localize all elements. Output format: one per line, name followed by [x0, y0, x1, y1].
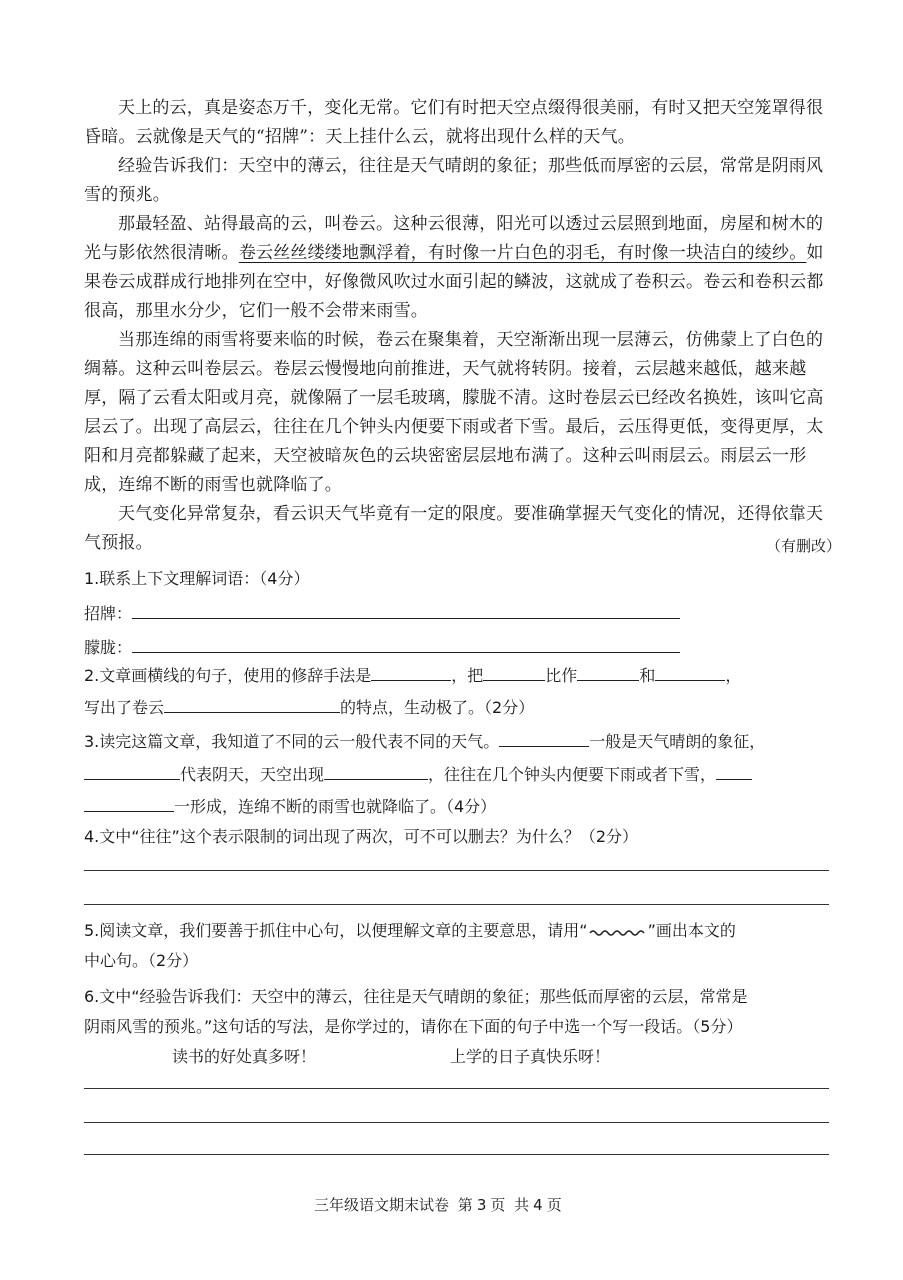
answer-blank-2-5[interactable] — [164, 694, 340, 713]
source-note: （有删改） — [765, 537, 841, 555]
answer-blank-2-1[interactable] — [371, 662, 451, 681]
question-3-text-e: 一形成，连绵不断的雨雪也就降临了。（4分） — [174, 797, 497, 816]
question-3-text-b: 一般是天气晴朗的象征， — [589, 732, 766, 751]
word-1-label: 招牌： — [84, 604, 133, 623]
footer-page-label: 第 — [457, 1196, 473, 1214]
question-5-text-b: ”画出本文的 — [647, 921, 736, 940]
question-5-line-2: 中心句。（2分） — [84, 951, 199, 970]
answer-line-6-1[interactable] — [84, 1088, 829, 1089]
question-3-text-a: 3.读完这篇文章，我知道了不同的云一般代表不同的天气。 — [84, 732, 500, 751]
answer-blank-1-2[interactable] — [132, 634, 680, 653]
answer-blank-3-2[interactable] — [84, 761, 180, 780]
footer-page-unit: 页 — [490, 1196, 506, 1214]
reading-passage — [84, 94, 832, 558]
answer-line-6-3[interactable] — [84, 1154, 829, 1155]
answer-blank-3-4[interactable] — [716, 761, 752, 780]
answer-line-6-2[interactable] — [84, 1122, 829, 1123]
question-4-stem: 4.文中“往往”这个表示限制的词出现了两次，可不可以删去？为什么？（2分） — [84, 827, 639, 846]
footer-total-unit: 页 — [546, 1196, 562, 1214]
footer-title: 三年级语文期末试卷 — [314, 1196, 450, 1214]
sentence-option-1: 读书的好处真多呀！ — [172, 1047, 317, 1066]
passage-paragraph-4: 当那连绵的雨雪将要来临的时候，卷云在聚集着，天空渐渐出现一层薄云，仿佛蒙上了白色的绸幕。这种云叫卷层云。卷层云慢慢地向前推进，天气就将转阴。接着，云层越来越低，越来越厚，隔了云看太阳或月亮，就像隔了一层毛玻璃，朦胧不清。这时卷层云已经改名换姓，该叫它高层云了。出现了高层云，往往在几个钟头内便要下雨或者下雪。最后，云压得更低，变得更厚，太阳和月亮都躲藏了起来，天空被暗灰色的云块密密层层地布满了。这种云叫雨层云。雨层云一形成，连绵不断的雨雪也就降临了。 — [84, 330, 824, 495]
footer-total-label: 共 — [514, 1196, 530, 1214]
wavy-underline-icon — [588, 927, 648, 937]
answer-line-4-1[interactable] — [84, 870, 829, 871]
passage-paragraph-2: 经验告诉我们：天空中的薄云，往往是天气晴朗的象征；那些低而厚密的云层，常常是阴雨风雪的预兆。 — [84, 156, 824, 205]
question-2-text-a: 2.文章画横线的句子，使用的修辞手法是 — [84, 666, 372, 685]
question-2-text-d: 和 — [639, 666, 656, 685]
answer-blank-2-2[interactable] — [483, 662, 545, 681]
question-1-stem: 1.联系上下文理解词语：（4分） — [84, 569, 310, 588]
sentence-option-2: 上学的日子真快乐呀！ — [450, 1047, 611, 1066]
word-2-label: 朦胧： — [84, 638, 133, 657]
question-6-line-1: 6.文中“经验告诉我们：天空中的薄云，往往是天气晴朗的象征；那些低而厚密的云层，常常是 — [84, 987, 748, 1006]
answer-blank-1-1[interactable] — [132, 600, 680, 619]
question-6-line-2: 阴雨风雪的预兆。”这句话的写法，是你学过的，请你在下面的句子中选一个写一段话。（5分） — [84, 1017, 743, 1036]
answer-blank-3-5[interactable] — [84, 793, 174, 812]
question-3-text-d: ，往往在几个钟头内便要下雨或者下雪， — [428, 765, 717, 784]
question-3-line-2 — [84, 761, 752, 785]
question-2-text-c: 比作 — [545, 666, 578, 685]
question-1-word-2 — [84, 634, 680, 658]
passage-paragraph-5: 天气变化异常复杂，看云识天气毕竟有一定的限度。要准确掌握天气变化的情况，还得依靠天气预报。 — [84, 504, 824, 553]
question-1-word-1 — [84, 600, 680, 624]
underlined-sentence: 卷云丝丝缕缕地飘浮着，有时像一片白色的羽毛，有时像一块洁白的绫纱。 — [238, 243, 807, 263]
question-2-line-2 — [84, 694, 534, 718]
paragraph-3-start: 那最轻盈、站得最高的云，叫卷云。这种云很薄，阳光可以透过云层照到地面，房屋和树木的光与影依然很清晰。 — [84, 214, 824, 263]
passage-paragraph-1: 天上的云，真是姿态万千，变化无常。它们有时把天空点缀得很美丽，有时又把天空笼罩得很昏暗。云就像是天气的“招牌”：天上挂什么云，就将出现什么样的天气。 — [84, 98, 824, 147]
answer-blank-3-1[interactable] — [499, 728, 589, 747]
question-5-text-a: 5.阅读文章，我们要善于抓住中心句，以便理解文章的主要意思，请用“ — [84, 921, 588, 940]
question-3-line-3 — [84, 793, 496, 817]
page-footer — [312, 1194, 564, 1215]
answer-blank-2-3[interactable] — [577, 662, 639, 681]
question-3-line-1 — [84, 728, 765, 752]
question-2-text-e: ， — [725, 666, 742, 685]
answer-line-4-2[interactable] — [84, 904, 829, 905]
question-2-text-g: 的特点，生动极了。（2分） — [340, 698, 535, 717]
question-5-line-1 — [84, 918, 736, 941]
paragraph-3-end: 如果卷云成群成行地排列在空中，好像微风吹过水面引起的鳞波，这就成了卷积云。卷云和卷积云都很高，那里水分少，它们一般不会带来雨雪。 — [84, 243, 824, 321]
answer-blank-3-3[interactable] — [324, 761, 428, 780]
footer-page-number: 3 — [476, 1196, 487, 1214]
passage-paragraph-3 — [84, 210, 832, 326]
footer-total-number: 4 — [533, 1196, 543, 1214]
question-2-line-1 — [84, 662, 741, 686]
question-3-text-c: 代表阴天，天空出现 — [180, 765, 325, 784]
question-2-text-f: 写出了卷云 — [84, 698, 165, 717]
question-2-text-b: ，把 — [451, 666, 484, 685]
answer-blank-2-4[interactable] — [655, 662, 725, 681]
